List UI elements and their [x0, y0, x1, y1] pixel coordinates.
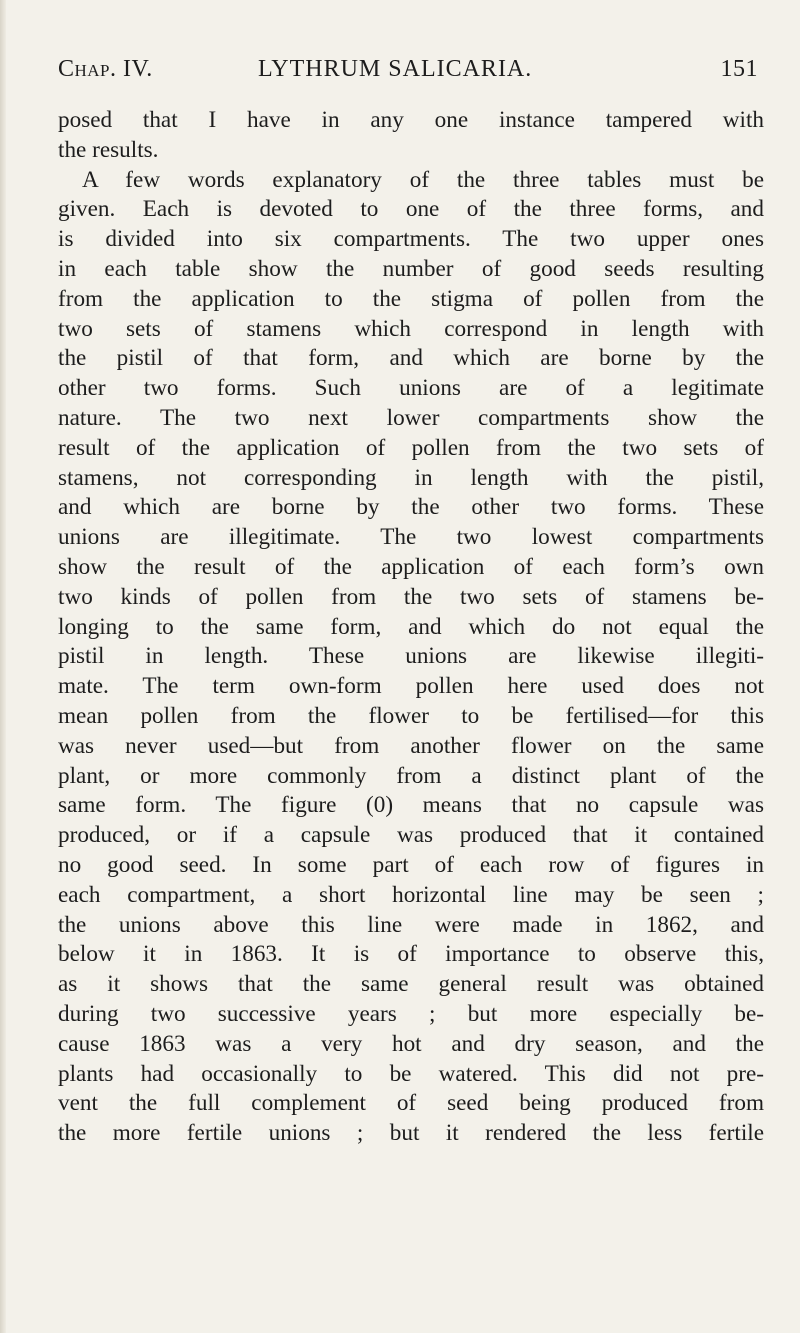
text-line: nature. The two next lower compartments show the: [58, 404, 764, 431]
text-line: result of the application of pollen from the two sets of: [58, 434, 764, 461]
text-line: each compartment, a short horizontal line may be seen ;: [58, 881, 764, 908]
text-line: mean pollen from the flower to be fertilised—for this: [58, 702, 764, 729]
text-line: the unions above this line were made in 1862, and: [58, 911, 764, 938]
text-line: during two successive years ; but more especially be-: [58, 1000, 764, 1027]
text-line: unions are illegitimate. The two lowest compartments: [58, 524, 764, 551]
text-line: mate. The term own-form pollen here used does not: [58, 673, 764, 700]
page-edge: [0, 0, 6, 1333]
text-line: posed that I have in any one instance tampered with: [58, 107, 764, 133]
text-line: the pistil of that form, and which are borne by the: [58, 345, 764, 372]
text-line: produced, or if a capsule was produced that it contained: [58, 822, 764, 849]
text-line: vent the full complement of seed being produced from: [58, 1090, 764, 1117]
chapter-label: Chap. IV.: [58, 56, 153, 82]
text-line: is divided into six compartments. The two upper ones: [58, 226, 764, 253]
page-number: 151: [720, 56, 758, 82]
text-line: longing to the same form, and which do not equal the: [58, 613, 764, 640]
text-line: plants had occasionally to be watered. This did not pre-: [58, 1060, 764, 1087]
text-line: below it in 1863. It is of importance to observe this,: [58, 941, 764, 968]
text-line: other two forms. Such unions are of a legitimate: [58, 375, 764, 402]
text-line: as it shows that the same general result was obtained: [58, 971, 764, 998]
text-line: show the result of the application of each form’s own: [58, 553, 764, 580]
text-line: two kinds of pollen from the two sets of stamens be-: [58, 583, 764, 610]
running-header: [58, 56, 758, 92]
text-line: cause 1863 was a very hot and dry season, and the: [58, 1030, 764, 1057]
text-line: A few words explanatory of the three tables must be: [82, 166, 764, 193]
text-line: from the application to the stigma of pollen from the: [58, 285, 764, 312]
body-text: [58, 106, 764, 1149]
text-line: plant, or more commonly from a distinct plant of the: [58, 762, 764, 789]
text-line: in each table show the number of good seeds resulting: [58, 255, 764, 282]
text-line: and which are borne by the other two forms. These: [58, 494, 764, 521]
text-line: no good seed. In some part of each row of figures in: [58, 851, 764, 878]
running-title: LYTHRUM SALICARIA.: [258, 56, 533, 82]
text-line: two sets of stamens which correspond in length with: [58, 315, 764, 342]
text-line: the results.: [58, 136, 159, 163]
text-line: given. Each is devoted to one of the three forms, and: [58, 196, 764, 223]
text-line: stamens, not corresponding in length with the pistil,: [58, 464, 764, 491]
text-line: same form. The figure (0) means that no capsule was: [58, 792, 764, 819]
text-line: was never used—but from another flower on the same: [58, 732, 764, 759]
text-line: pistil in length. These unions are likewise illegiti-: [58, 643, 764, 670]
text-line: the more fertile unions ; but it rendered the less fertile: [58, 1120, 764, 1147]
